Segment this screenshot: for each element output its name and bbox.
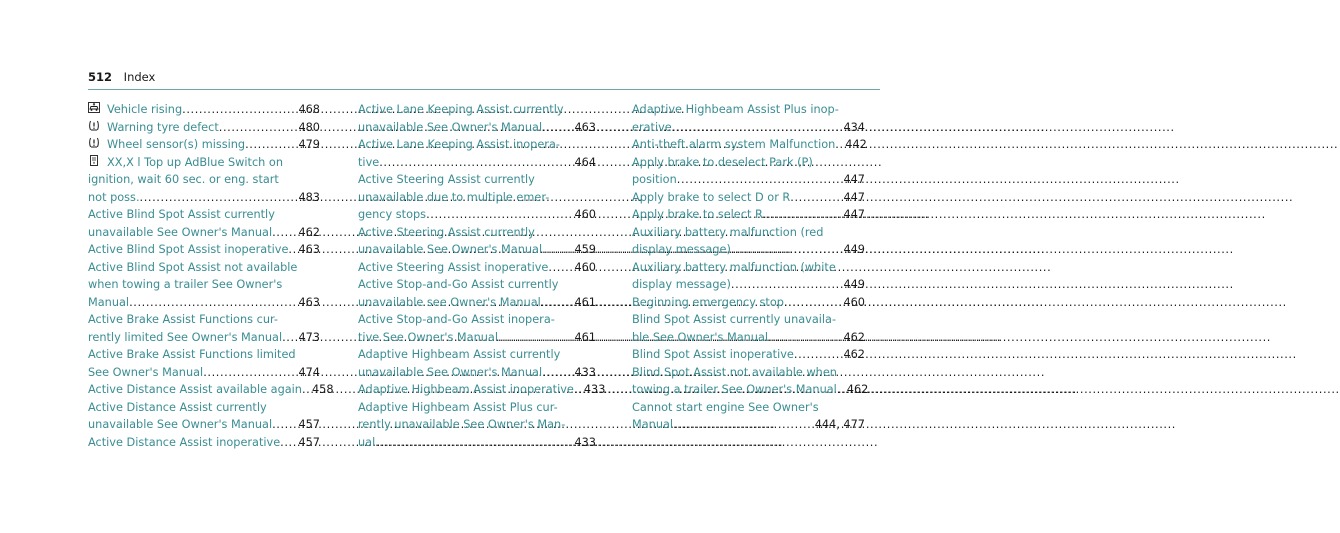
index-entry[interactable] bbox=[632, 259, 865, 294]
page-reference[interactable]: 462 bbox=[843, 348, 865, 361]
index-entry-text[interactable]: Active Steering Assist inoperative bbox=[358, 260, 549, 274]
index-entry-text[interactable]: Active Steering Assist currently bbox=[358, 225, 535, 239]
page-reference[interactable]: 433 bbox=[574, 365, 596, 379]
index-entry[interactable] bbox=[88, 259, 320, 312]
index-entry-line bbox=[358, 311, 596, 329]
dot-leader bbox=[203, 364, 292, 382]
dot-leader bbox=[542, 364, 568, 382]
index-entry-text[interactable]: Active Blind Spot Assist inoperative bbox=[88, 243, 289, 256]
index-entry-text[interactable]: Active Steering Assist currently bbox=[358, 173, 535, 186]
page-reference[interactable]: 474 bbox=[298, 365, 320, 379]
index-entry-text[interactable]: Auxiliary battery malfunction (white bbox=[632, 260, 836, 274]
index-entry-text[interactable]: gency stops bbox=[358, 208, 427, 221]
index-entry[interactable] bbox=[358, 101, 596, 136]
page-reference[interactable]: 463 bbox=[298, 295, 320, 309]
index-entry-text[interactable]: Adaptive Highbeam Assist Plus cur- bbox=[358, 400, 558, 414]
page-reference[interactable]: 460 bbox=[574, 260, 596, 274]
index-entry-line bbox=[88, 416, 320, 434]
index-entry[interactable] bbox=[358, 311, 596, 346]
index-entry-line bbox=[632, 224, 865, 242]
index-entry[interactable] bbox=[88, 381, 334, 399]
page-reference[interactable]: 460 bbox=[574, 208, 596, 221]
page-reference[interactable]: 461 bbox=[574, 330, 596, 344]
page-reference[interactable]: 461 bbox=[574, 295, 596, 309]
page-reference[interactable]: 462 bbox=[843, 330, 865, 344]
index-entry[interactable] bbox=[88, 241, 320, 259]
index-entry-text[interactable]: Anti-theft alarm system Malfunction bbox=[632, 138, 836, 151]
index-entry-text[interactable]: Active Blind Spot Assist not available bbox=[88, 260, 298, 274]
index-entry-text[interactable]: Active Brake Assist Functions cur- bbox=[88, 313, 278, 326]
index-entry-line bbox=[88, 259, 320, 277]
index-entry[interactable] bbox=[358, 346, 596, 381]
index-entry[interactable] bbox=[88, 154, 320, 207]
index-entry-text[interactable]: Active Distance Assist inoperative bbox=[88, 435, 281, 449]
dot-leader bbox=[673, 416, 809, 434]
index-entry-line bbox=[632, 119, 865, 137]
index-entry-text[interactable]: display message) bbox=[632, 243, 731, 256]
index-entry-text[interactable]: Apply brake to select D or R bbox=[632, 190, 791, 204]
index-entry-text[interactable]: Active Stop-and-Go Assist inopera- bbox=[358, 313, 555, 326]
section-title: Index bbox=[123, 70, 156, 84]
index-entry[interactable] bbox=[88, 101, 320, 119]
dot-leader bbox=[182, 101, 292, 119]
index-entry-line bbox=[358, 434, 596, 452]
index-entry-text[interactable]: Adaptive Highbeam Assist Plus inop- bbox=[632, 103, 839, 116]
index-entry-text[interactable]: Blind Spot Assist not available when bbox=[632, 365, 837, 379]
dot-leader bbox=[245, 136, 292, 154]
page-reference[interactable]: 464 bbox=[574, 155, 596, 169]
index-entry-text[interactable]: rently limited See Owner's Manual bbox=[88, 330, 283, 344]
index-entry[interactable] bbox=[88, 434, 320, 452]
index-entry-text[interactable]: unavailable due to multiple emer- bbox=[358, 190, 550, 204]
index-entry[interactable] bbox=[632, 311, 865, 346]
index-entry-line bbox=[358, 119, 596, 137]
index-entry-text[interactable]: Active Lane Keeping Assist currently bbox=[358, 103, 564, 116]
index-entry-text[interactable]: See Owner's Manual bbox=[88, 365, 204, 379]
index-entry-line bbox=[358, 224, 596, 242]
index-entry-line bbox=[358, 259, 596, 277]
index-entry[interactable] bbox=[358, 224, 596, 259]
page-reference[interactable]: 433 bbox=[583, 383, 606, 396]
index-entry[interactable] bbox=[632, 294, 865, 312]
index-entry-text[interactable]: Warning tyre defect bbox=[107, 120, 219, 134]
index-entry-line bbox=[632, 416, 865, 434]
dot-leader bbox=[140, 189, 293, 207]
index-entry-text[interactable]: Apply brake to select R bbox=[632, 208, 763, 221]
index-entry-line bbox=[358, 329, 596, 347]
adblue-icon bbox=[88, 155, 100, 166]
index-entry-line bbox=[358, 276, 596, 294]
dot-leader bbox=[280, 434, 292, 452]
index-entry-text[interactable]: Active Brake Assist Functions limited bbox=[88, 348, 296, 361]
index-entry-text[interactable]: Active Distance Assist currently bbox=[88, 400, 267, 414]
page-reference[interactable]: 483 bbox=[298, 190, 320, 204]
index-entry-line bbox=[88, 364, 320, 382]
index-entry-text[interactable]: not poss. bbox=[88, 190, 140, 204]
index-entry-line bbox=[88, 434, 320, 452]
index-entry-line bbox=[88, 294, 320, 312]
dot-leader bbox=[426, 206, 568, 224]
dot-leader bbox=[541, 294, 569, 312]
index-entry-text[interactable]: ignition, wait 60 sec. or eng. start bbox=[88, 173, 279, 186]
index-entry-text[interactable]: XX,X l Top up AdBlue Switch on bbox=[107, 155, 284, 169]
index-entry-line bbox=[632, 346, 865, 364]
index-entry[interactable] bbox=[88, 206, 320, 241]
page-reference[interactable]: 457 bbox=[298, 435, 320, 449]
index-entry-line bbox=[88, 311, 320, 329]
index-entry-line bbox=[632, 206, 865, 224]
dot-leader bbox=[272, 224, 292, 242]
index-entry-line bbox=[358, 399, 596, 417]
index-entry[interactable] bbox=[88, 346, 320, 381]
page-reference[interactable]: 433 bbox=[574, 435, 596, 449]
index-entry[interactable] bbox=[88, 119, 320, 137]
index-entry-text[interactable]: unavailable See Owner's Manual bbox=[358, 243, 543, 256]
dot-leader bbox=[542, 119, 568, 137]
index-entry[interactable] bbox=[632, 224, 865, 259]
index-entry-text[interactable]: towing a trailer See Owner's Manual bbox=[632, 383, 837, 396]
index-entry-text[interactable]: Wheel sensor(s) missing bbox=[107, 138, 246, 151]
tyre-warning-icon bbox=[88, 120, 100, 131]
index-entry-text[interactable]: Adaptive Highbeam Assist currently bbox=[358, 348, 561, 361]
index-entry-line bbox=[632, 154, 865, 172]
page-reference[interactable]: 459 bbox=[574, 243, 596, 256]
page-reference[interactable]: 479 bbox=[298, 138, 320, 151]
index-column-2 bbox=[358, 101, 606, 451]
page-reference[interactable]: 463 bbox=[574, 120, 596, 134]
index-entry[interactable] bbox=[358, 171, 596, 224]
page-number: 512 bbox=[88, 70, 113, 84]
index-entry[interactable] bbox=[358, 259, 596, 277]
index-entry[interactable] bbox=[632, 189, 865, 207]
dot-leader bbox=[768, 329, 837, 347]
index-entry-line bbox=[88, 206, 320, 224]
index-entry[interactable] bbox=[88, 136, 320, 154]
dot-leader bbox=[784, 294, 838, 312]
index-entry-text[interactable]: Apply brake to deselect Park (P) bbox=[632, 155, 813, 169]
dot-leader bbox=[219, 119, 293, 137]
index-entry-text[interactable]: Auxiliary battery malfunction (red bbox=[632, 225, 824, 239]
index-entry-text[interactable]: Blind Spot Assist inoperative bbox=[632, 348, 794, 361]
index-entry-text[interactable]: Cannot start engine See Owner's bbox=[632, 400, 819, 414]
dot-leader bbox=[129, 294, 292, 312]
index-entry-line bbox=[358, 416, 596, 434]
index-entry[interactable] bbox=[358, 276, 596, 311]
index-entry-line bbox=[632, 294, 865, 312]
index-entry-line bbox=[88, 189, 320, 207]
index-entry-text[interactable]: Manual bbox=[632, 418, 674, 431]
index-entry-text[interactable]: unavailable See Owner's Manual bbox=[88, 225, 273, 239]
page-reference[interactable]: 442 bbox=[845, 138, 867, 151]
page-reference[interactable]: 468 bbox=[298, 103, 320, 116]
index-entry-line bbox=[632, 101, 865, 119]
tyre-warning-icon bbox=[88, 137, 100, 148]
page-reference[interactable]: 449 bbox=[843, 278, 865, 291]
index-entry-line bbox=[88, 171, 320, 189]
index-entry[interactable] bbox=[358, 136, 596, 171]
page-reference[interactable]: 463 bbox=[298, 243, 320, 256]
index-entry-line bbox=[632, 189, 865, 207]
index-column-3 bbox=[632, 101, 869, 434]
index-entry-line bbox=[632, 329, 865, 347]
index-entry-text[interactable]: ble See Owner's Manual bbox=[632, 330, 769, 344]
index-entry-text[interactable]: tive bbox=[358, 155, 380, 169]
index-entry-text[interactable]: when towing a trailer See Owner's bbox=[88, 278, 283, 291]
index-entry-line bbox=[88, 381, 334, 399]
index-entry[interactable] bbox=[632, 346, 865, 364]
index-entry-text[interactable]: ual bbox=[358, 435, 376, 449]
index-column-1 bbox=[88, 101, 334, 451]
index-entry-line bbox=[358, 154, 596, 172]
index-entry-line bbox=[88, 276, 320, 294]
index-entry-line bbox=[88, 136, 320, 154]
index-entry[interactable] bbox=[632, 364, 869, 399]
index-entry[interactable] bbox=[632, 399, 865, 434]
dot-leader bbox=[790, 189, 837, 207]
index-entry-line bbox=[632, 276, 865, 294]
index-entry-line bbox=[358, 101, 596, 119]
dot-leader bbox=[794, 346, 838, 364]
index-entry[interactable] bbox=[358, 399, 596, 452]
dot-leader bbox=[282, 329, 292, 347]
index-entry-line bbox=[88, 241, 320, 259]
index-entry[interactable] bbox=[632, 101, 865, 136]
index-entry-text[interactable]: Vehicle rising bbox=[107, 103, 183, 116]
vehicle-rising-icon bbox=[88, 102, 100, 113]
page-reference[interactable]: 447 bbox=[843, 190, 865, 204]
dot-leader bbox=[379, 154, 568, 172]
index-entry-line bbox=[358, 381, 606, 399]
index-entry-line bbox=[358, 136, 596, 154]
index-entry-line bbox=[632, 311, 865, 329]
index-entry-text[interactable]: unavailable See Owner's Manual bbox=[358, 365, 543, 379]
index-entry-line bbox=[632, 364, 865, 382]
index-entry-line bbox=[632, 171, 865, 189]
index-entry-line bbox=[358, 241, 596, 259]
index-entry-text[interactable]: unavailable see Owner's Manual bbox=[358, 295, 541, 309]
dot-leader bbox=[375, 434, 568, 452]
index-entry[interactable] bbox=[88, 311, 320, 346]
dot-leader bbox=[272, 416, 292, 434]
index-entry-line bbox=[632, 259, 865, 277]
index-entry-line bbox=[358, 171, 596, 189]
page-reference[interactable]: 460 bbox=[843, 295, 865, 309]
page-reference[interactable]: 444, 477 bbox=[814, 418, 865, 431]
page-reference[interactable]: 457 bbox=[298, 418, 320, 431]
index-entry-line bbox=[88, 101, 320, 119]
dot-leader bbox=[498, 329, 568, 347]
dot-leader bbox=[548, 259, 568, 277]
page-reference[interactable]: 480 bbox=[298, 120, 320, 134]
dot-leader bbox=[731, 241, 838, 259]
index-entry-text[interactable]: erative bbox=[632, 120, 672, 134]
index-entry-text[interactable]: position bbox=[632, 173, 677, 186]
index-entry-line bbox=[88, 119, 320, 137]
dot-leader bbox=[731, 276, 838, 294]
dot-leader bbox=[542, 241, 568, 259]
index-entry-text[interactable]: Adaptive Highbeam Assist inoperative bbox=[358, 383, 574, 396]
index-entry-line bbox=[88, 224, 320, 242]
index-entry-text[interactable]: Manual bbox=[88, 295, 130, 309]
page-reference[interactable]: 462 bbox=[846, 383, 869, 396]
index-entry-text[interactable]: Active Blind Spot Assist currently bbox=[88, 208, 275, 221]
index-entry-line bbox=[632, 399, 865, 417]
index-entry-line bbox=[88, 399, 320, 417]
index-entry-line bbox=[358, 189, 596, 207]
index-entry-line bbox=[358, 294, 596, 312]
index-entry-line bbox=[88, 329, 320, 347]
index-entry-text[interactable]: Beginning emergency stop bbox=[632, 295, 784, 309]
index-entry-text[interactable]: Active Distance Assist available again bbox=[88, 383, 302, 396]
page-reference[interactable]: 447 bbox=[843, 208, 865, 221]
index-entry-line bbox=[358, 346, 596, 364]
page-reference[interactable]: 462 bbox=[298, 225, 320, 239]
index-entry-line bbox=[358, 364, 596, 382]
index-entry-text[interactable]: rently unavailable See Owner's Man- bbox=[358, 418, 566, 431]
index-entry-text[interactable]: display message) bbox=[632, 278, 731, 291]
page-reference[interactable]: 458 bbox=[311, 383, 334, 396]
index-entry[interactable] bbox=[632, 206, 865, 224]
index-entry-text[interactable]: unavailable See Owner's Manual bbox=[88, 418, 273, 431]
index-entry[interactable] bbox=[632, 136, 865, 154]
index-entry-text[interactable]: Active Stop-and-Go Assist currently bbox=[358, 278, 559, 291]
index-entry-line bbox=[632, 136, 865, 154]
dot-leader bbox=[677, 171, 838, 189]
index-entry-line bbox=[88, 346, 320, 364]
index-entry-text[interactable]: unavailable See Owner's Manual bbox=[358, 120, 543, 134]
index-entry-line bbox=[358, 206, 596, 224]
page-header bbox=[88, 70, 155, 84]
index-entry-text[interactable]: Active Lane Keeping Assist inopera- bbox=[358, 138, 560, 151]
page-reference[interactable]: 449 bbox=[843, 243, 865, 256]
index-entry[interactable] bbox=[632, 154, 865, 189]
page-reference[interactable]: 434 bbox=[843, 120, 865, 134]
index-entry-line bbox=[632, 241, 865, 259]
index-entry-line bbox=[88, 154, 320, 172]
index-entry[interactable] bbox=[358, 381, 606, 399]
dot-leader bbox=[672, 119, 838, 137]
index-entry[interactable] bbox=[88, 399, 320, 434]
index-entry-line bbox=[632, 381, 869, 399]
index-entry-text[interactable]: Blind Spot Assist currently unavaila- bbox=[632, 313, 837, 326]
index-entry-text[interactable]: tive See Owner's Manual bbox=[358, 330, 498, 344]
page-reference[interactable]: 447 bbox=[843, 173, 865, 186]
page-reference[interactable]: 473 bbox=[298, 330, 320, 344]
header-rule bbox=[88, 89, 880, 90]
dot-leader bbox=[763, 206, 838, 224]
